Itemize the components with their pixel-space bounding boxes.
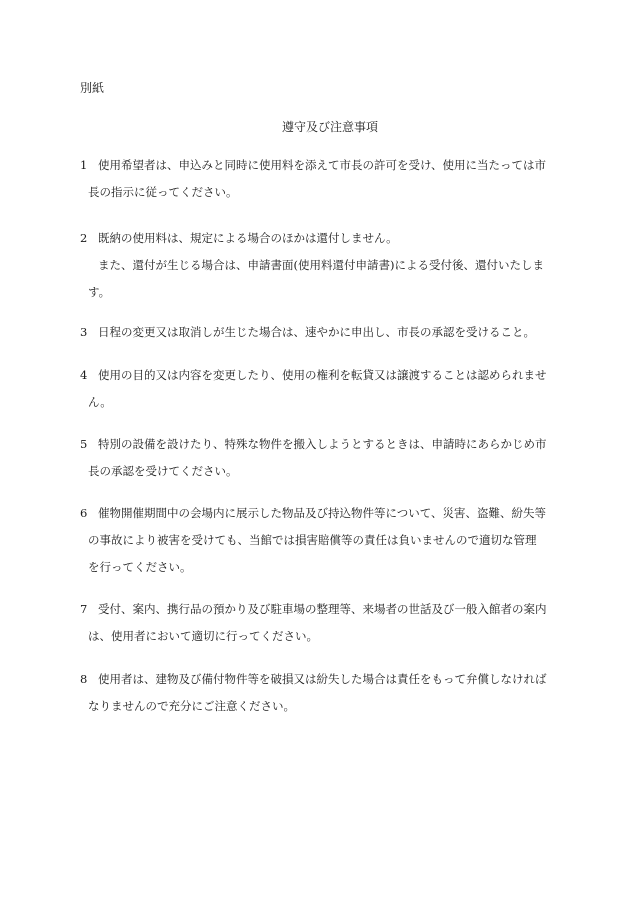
item-number: 4 [80, 368, 88, 382]
item-text-line: また、還付が生じる場合は、申請書面(使用料還付申請書)による受付後、還付いたしま [98, 258, 544, 272]
item-number: 1 [80, 158, 88, 172]
document-title: 遵守及び注意事項 [281, 120, 378, 134]
item-text-line: の事故により被害を受けても、当館では損害賠償等の責任は負いませんので適切な管理 [88, 533, 537, 547]
item-text-line: 長の指示に従ってください。 [88, 185, 238, 199]
item-text-line: す。 [88, 285, 111, 299]
item-text-line: 長の承認を受けてください。 [88, 464, 238, 478]
item-number: 3 [80, 325, 88, 339]
item-text-line: 催物開催期間中の会場内に展示した物品及び持込物件等について、災害、盗難、紛失等 [98, 506, 547, 520]
list-item [80, 600, 550, 645]
list-item [80, 435, 550, 480]
item-text-line: 使用希望者は、申込みと同時に使用料を添えて市長の許可を受け、使用に当たっては市 [98, 158, 547, 172]
item-text-line: は、使用者において適切に行ってください。 [88, 629, 318, 643]
list-item [80, 670, 550, 715]
item-text-line: ん。 [88, 395, 112, 409]
list-item [80, 229, 550, 301]
item-number: 2 [80, 231, 88, 245]
item-text-line: 特別の設備を設けたり、特殊な物件を搬入しようとするときは、申請時にあらかじめ市 [98, 437, 547, 451]
item-number: 8 [80, 672, 88, 686]
item-number: 7 [80, 602, 88, 616]
item-text-line: 使用の目的又は内容を変更したり、使用の権利を転貸又は譲渡することは認められませ [98, 368, 547, 382]
item-text-line: を行ってください。 [88, 560, 192, 574]
list-item [80, 323, 550, 341]
item-number: 6 [80, 506, 88, 520]
item-text-line: 使用者は、建物及び備付物件等を破損又は紛失した場合は責任をもって弁償しなければ [98, 672, 547, 686]
item-text-line: なりませんので充分にご注意ください。 [88, 699, 295, 713]
attachment-label: 別紙 [80, 81, 105, 95]
list-item [80, 366, 550, 411]
item-number: 5 [80, 437, 88, 451]
list-item [80, 156, 550, 201]
item-text-line: 受付、案内、携行品の預かり及び駐車場の整理等、来場者の世話及び一般入館者の案内 [98, 602, 547, 616]
item-text-line: 日程の変更又は取消しが生じた場合は、速やかに申出し、市長の承認を受けること。 [98, 325, 535, 339]
list-item [80, 504, 550, 576]
item-text-line: 既納の使用料は、規定による場合のほかは還付しません。 [98, 231, 398, 245]
